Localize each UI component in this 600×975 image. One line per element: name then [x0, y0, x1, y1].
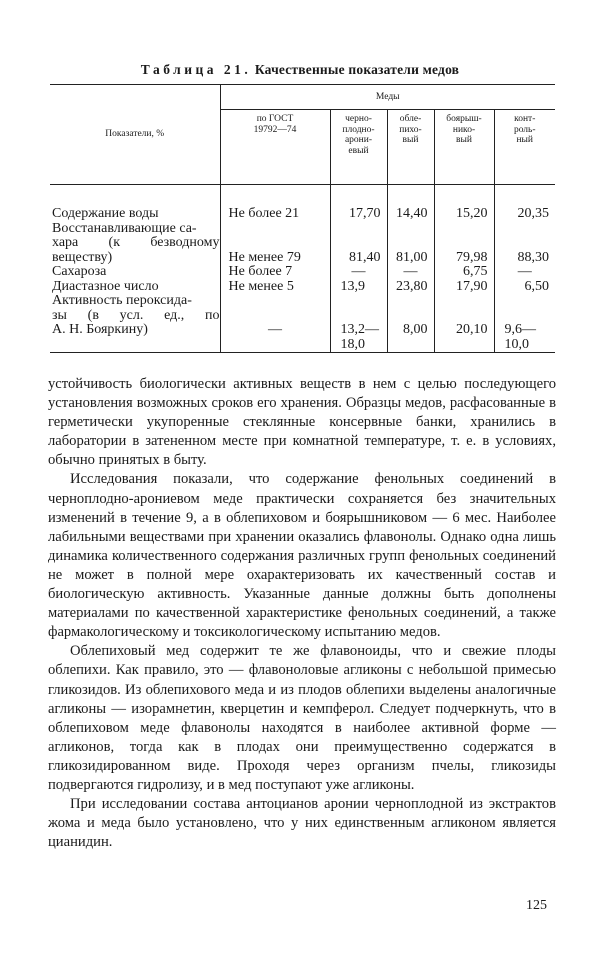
page-number: 125	[526, 898, 547, 913]
header-col-line: ный	[516, 135, 534, 145]
row-gost: Не менее 5	[220, 280, 330, 295]
header-col-control	[494, 110, 555, 185]
header-col-line: вый	[402, 135, 419, 145]
row-label: веществу)	[52, 249, 113, 265]
row-value: 81,00	[387, 222, 434, 266]
table-row	[50, 280, 555, 295]
row-value: 79,98	[434, 222, 494, 266]
row-value: 81,40	[330, 222, 387, 266]
row-label: А. Н. Бояркину)	[52, 322, 148, 337]
honey-quality-table	[50, 84, 555, 353]
table-title: Качественные показатели медов	[254, 62, 460, 77]
row-value: 88,30	[494, 222, 555, 266]
row-value-line: 9,6—	[504, 322, 536, 337]
row-value: 23,80	[387, 280, 434, 295]
paragraph: При исследовании состава антоцианов аронии черноплодной из экстрактов жома и меда было установлено, что у них единственным агликоном является цианидин.	[48, 796, 556, 851]
header-col-line: арони-	[344, 135, 373, 145]
honey-quality-table-wrap	[50, 84, 555, 353]
row-value-line: 13,2—	[340, 322, 379, 337]
row-label: зы (в усл. ед., по	[52, 307, 220, 323]
header-gost-line: 19792—74	[253, 124, 297, 135]
row-value: —	[387, 265, 434, 280]
row-value: 20,35	[494, 207, 555, 222]
header-gost-line: по ГОСТ	[256, 114, 294, 124]
row-label: Содержание воды	[52, 206, 159, 221]
row-value: —	[494, 265, 555, 280]
header-col-line: вый	[456, 135, 472, 145]
header-col-aronia	[330, 110, 387, 185]
table-caption	[0, 62, 600, 78]
paragraph: устойчивость биологически активных веществ в нем с целью последующего установления возможных сроков его хранения. Образцы медов, расфасованные в герметически укупоренные стеклянные консервные банки, хранились в лаборатории в затененном месте при комнатной температуре, т. е. в условиях, обычно принятых в быту.	[48, 376, 556, 469]
row-value-line: 10,0	[504, 336, 529, 352]
row-value: 17,70	[330, 207, 387, 222]
body-text	[48, 375, 556, 852]
row-value: 17,90	[434, 280, 494, 295]
row-gost: Не более 21	[220, 207, 330, 222]
header-col-line: пихо-	[399, 124, 422, 135]
header-col-line: конт-	[514, 114, 536, 124]
table-number: Таблица 21.	[140, 62, 252, 77]
header-honeys-group: Меды	[220, 85, 555, 110]
header-col-line: обле-	[399, 114, 422, 124]
paragraph: Облепиховый мед содержит те же флавоноиды, что и свежие плоды облепихи. Как правило, это — флавоноловые агликоны с небольшой примесью гликозидов. Из облепихового меда и из плодов облепихи выделены аналогичные агликоны — изорамнетин, кверцетин и кемпферол. Следует подчеркнуть, что в облепиховом меде флавонолы находятся в наиболее активной форме — агликонов, тогда как в плодах они преимущественно содержатся в гликозидированном виде. Проходя через организм пчелы, гликозиды подвергаются гидролизу, и в мед поступают уже агликоны.	[48, 643, 556, 793]
table-bottom-rule	[50, 353, 555, 354]
header-col-hawthorn	[434, 110, 494, 185]
header-col-line: боярыш-	[446, 114, 482, 124]
table-row	[50, 207, 555, 222]
header-gost	[220, 110, 330, 185]
row-label: Восстанавливающие са-	[52, 220, 197, 236]
header-col-line: плодно-	[342, 124, 375, 135]
table-spacer-row	[50, 185, 555, 208]
table-row	[50, 294, 555, 353]
row-value: 20,10	[434, 294, 494, 353]
row-value: 6,50	[494, 280, 555, 295]
header-col-line: евый	[348, 145, 369, 156]
row-label: Сахароза	[52, 264, 107, 279]
row-value: —	[330, 265, 387, 280]
row-gost: Не менее 79	[220, 222, 330, 266]
header-indicator: Показатели, %	[50, 85, 220, 185]
row-value-range	[494, 294, 555, 353]
header-col-line: черно-	[345, 114, 372, 124]
header-col-sea-buckthorn	[387, 110, 434, 185]
row-value: 6,75	[434, 265, 494, 280]
row-value: 14,40	[387, 207, 434, 222]
row-gost: Не более 7	[220, 265, 330, 280]
row-value: 15,20	[434, 207, 494, 222]
table-row	[50, 265, 555, 280]
row-label: Активность пероксида-	[52, 293, 192, 308]
row-gost: —	[220, 294, 330, 353]
row-value: 8,00	[387, 294, 434, 353]
table-row	[50, 222, 555, 266]
row-label: хара (к безводному	[52, 235, 220, 250]
header-col-line: нико-	[452, 124, 476, 135]
row-value-line: 18,0	[340, 336, 365, 352]
paragraph: Исследования показали, что содержание фенольных соединений в черноплодно-арониевом меде практически сохраняется без значительных изменений в течение 9, а в облепиховом и боярышниковом — 6 мес. Наиболее лабильными веществами при хранении оказались флавонолы. Однако одна лишь динамика количественного содержания различных групп фенольных соединений не может в полной мере охарактеризовать их качественный состав и биологическую активность. Указанные данные должны быть дополнены материалами по качественной характеристике фенольных соединений, а также фармакологическому и токсикологическому испытанию медов.	[48, 471, 556, 641]
header-col-line: роль-	[513, 124, 536, 135]
row-value-range	[330, 294, 387, 353]
row-value: 13,9	[330, 280, 387, 295]
row-label: Диастазное число	[52, 278, 159, 294]
